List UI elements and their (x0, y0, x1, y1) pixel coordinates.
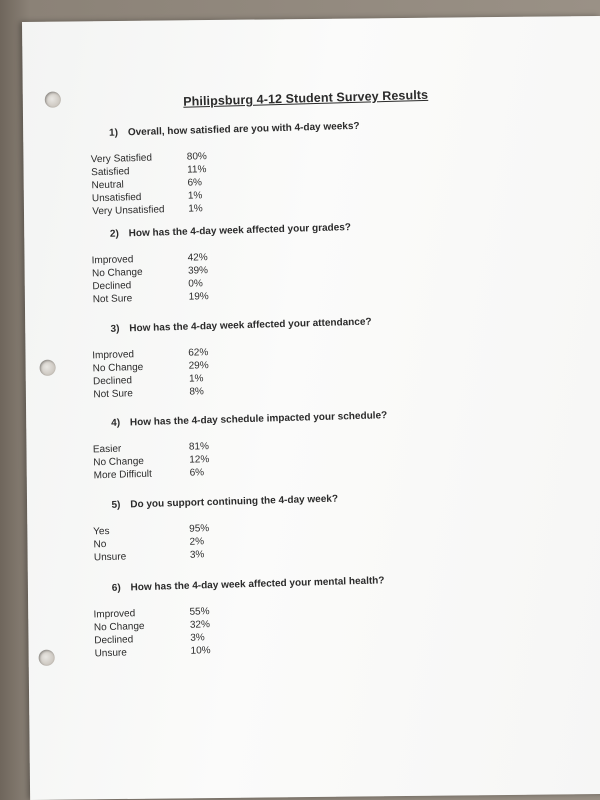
answer-label: Yes (93, 525, 110, 538)
page-title: Philipsburg 4-12 Student Survey Results (183, 87, 429, 109)
answer-value: 32% (189, 619, 211, 631)
question-section (92, 409, 424, 482)
question-text: How has the 4-day week affected your attendance? (129, 316, 372, 335)
question-number: 5) (111, 499, 121, 511)
answer-list (92, 340, 423, 401)
answer-value: 1% (188, 203, 203, 215)
answer-label: Neutral (91, 179, 124, 192)
answer-list (91, 245, 422, 306)
question-heading (112, 574, 423, 594)
answer-list (93, 434, 424, 482)
answer-list (91, 144, 423, 218)
answer-value: 19% (188, 291, 209, 303)
answer-value: 8% (189, 386, 204, 398)
answer-value: 1% (188, 373, 204, 385)
answer-label: More Difficult (93, 468, 152, 482)
answer-label: Improved (91, 254, 134, 267)
answer-label: Unsure (94, 647, 128, 660)
question-text: Do you support continuing the 4-day week? (130, 493, 339, 511)
answer-label: No Change (93, 455, 145, 469)
question-number: 4) (111, 417, 121, 429)
answer-label: Not Sure (93, 388, 134, 401)
answer-label: No (93, 539, 107, 551)
question-section (93, 574, 425, 660)
question-text: How has the 4-day schedule impacted your schedule? (129, 410, 388, 429)
question-section (91, 315, 423, 401)
answer-label: Very Satisfied (90, 152, 153, 166)
answer-list (93, 516, 424, 564)
answer-value: 81% (188, 441, 210, 453)
question-text: How has the 4-day week affected your mental health? (130, 575, 385, 594)
question-section (91, 220, 423, 306)
answer-label: Easier (92, 443, 122, 456)
answer-label: Declined (92, 280, 132, 293)
question-number: 6) (111, 582, 121, 594)
answer-value: 2% (189, 536, 205, 548)
answer-label: Unsatisfied (91, 191, 142, 205)
answer-label: Declined (92, 375, 133, 388)
answer-label: Improved (93, 608, 136, 621)
question-heading (110, 315, 421, 335)
answer-value: 11% (187, 164, 207, 176)
answer-list (93, 599, 424, 660)
document-content (15, 11, 600, 800)
answer-value: 3% (189, 549, 205, 561)
answer-value: 3% (190, 632, 205, 644)
answer-label: No Change (93, 620, 145, 634)
question-heading (111, 491, 422, 511)
survey-paper (22, 16, 600, 800)
answer-value: 6% (187, 177, 203, 189)
question-text: How has the 4-day week affected your grades? (128, 222, 352, 240)
answer-label: Declined (94, 634, 134, 647)
question-section (90, 119, 422, 218)
answer-value: 80% (186, 151, 207, 163)
answer-value: 62% (188, 347, 209, 359)
answer-value: 55% (189, 606, 210, 618)
answer-label: Very Unsatisfied (92, 204, 165, 218)
question-number: 1) (108, 127, 119, 139)
question-text: Overall, how satisfied are you with 4-day weeks? (127, 120, 360, 139)
answer-value: 6% (189, 467, 205, 479)
question-number: 2) (109, 228, 119, 240)
answer-value: 0% (188, 278, 203, 290)
question-section (92, 491, 424, 564)
answer-label: No Change (92, 361, 144, 375)
question-heading (109, 119, 420, 139)
answer-label: Satisfied (91, 166, 130, 179)
answer-value: 12% (189, 454, 210, 466)
answer-label: Not Sure (92, 293, 133, 306)
answer-value: 42% (187, 252, 208, 264)
answer-label: No Change (91, 266, 143, 280)
question-heading (110, 220, 421, 240)
question-number: 3) (110, 323, 120, 335)
answer-value: 1% (187, 190, 203, 202)
answer-value: 29% (188, 360, 209, 372)
answer-value: 10% (190, 645, 211, 657)
question-heading (111, 409, 422, 429)
answer-value: 39% (187, 265, 209, 277)
answer-label: Improved (92, 349, 135, 362)
answer-label: Unsure (93, 551, 127, 564)
answer-value: 95% (189, 523, 210, 535)
